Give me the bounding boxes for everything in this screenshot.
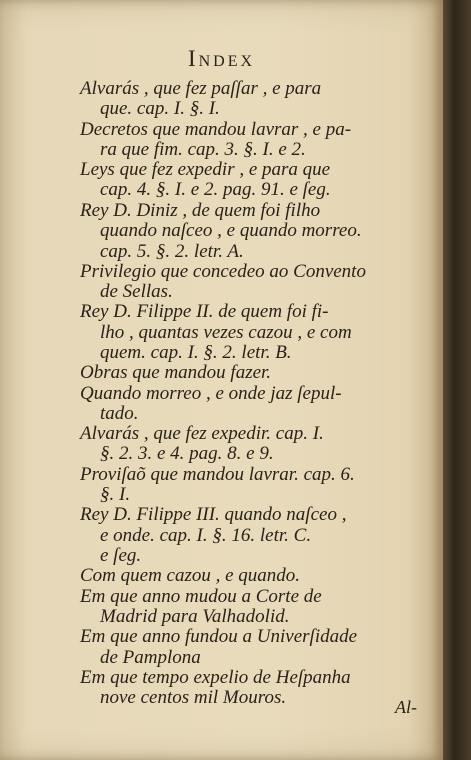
index-line: Obras que mandou fazer. xyxy=(80,362,272,383)
index-line: Alvarás , que fez paſſar , e para xyxy=(80,78,322,99)
catchword: Al- xyxy=(395,697,417,717)
index-line: Decretos que mandou lavrar , e pa- xyxy=(80,119,352,140)
index-line: Madrid para Valhadolid. xyxy=(100,606,290,627)
index-line: quem. cap. I. §. 2. letr. B. xyxy=(100,342,292,363)
index-line: Leys que fez expedir , e para que xyxy=(80,159,331,180)
index-line: de Pamplona xyxy=(100,647,201,668)
index-line: §. 2. 3. e 4. pag. 8. e 9. xyxy=(100,443,274,464)
index-line: Com quem cazou , e quando. xyxy=(80,565,301,586)
index-line: e onde. cap. I. §. 16. letr. C. xyxy=(100,525,312,546)
index-line: que. cap. I. §. I. xyxy=(100,98,220,119)
page-title: Index xyxy=(187,46,256,71)
index-line: Privilegio que concedeo ao Convento xyxy=(80,261,366,282)
index-line: de Sellas. xyxy=(100,281,173,302)
index-line: e ſeg. xyxy=(100,545,142,566)
index-line: Quando morreo , e onde jaz ſepul- xyxy=(80,383,342,404)
index-line: §. I. xyxy=(100,484,131,505)
index-line: Em que anno fundou a Univerſidade xyxy=(80,626,358,647)
index-line: cap. 4. §. I. e 2. pag. 91. e ſeg. xyxy=(100,179,331,200)
index-line: Alvarás , que fez expedir. cap. I. xyxy=(80,423,324,444)
book-spine xyxy=(443,0,471,760)
index-line: Proviſaõ que mandou lavrar. cap. 6. xyxy=(80,464,355,485)
index-line: ra que fim. cap. 3. §. I. e 2. xyxy=(100,139,306,160)
index-line: Em que tempo expelio de Heſpanha xyxy=(80,667,351,688)
index-line: Rey D. Diniz , de quem foi filho xyxy=(80,200,321,221)
index-line: quando naſceo , e quando morreo. xyxy=(100,220,362,241)
index-line: Rey D. Filippe II. de quem foi fi- xyxy=(80,301,329,322)
index-line: Rey D. Filippe III. quando naſceo , xyxy=(80,504,347,525)
index-line: Em que anno mudou a Corte de xyxy=(80,586,322,607)
index-line: tado. xyxy=(100,403,139,424)
index-line: cap. 5. §. 2. letr. A. xyxy=(100,241,244,262)
index-line: lho , quantas vezes cazou , e com xyxy=(100,322,352,343)
index-line: nove centos mil Mouros. xyxy=(100,687,287,708)
